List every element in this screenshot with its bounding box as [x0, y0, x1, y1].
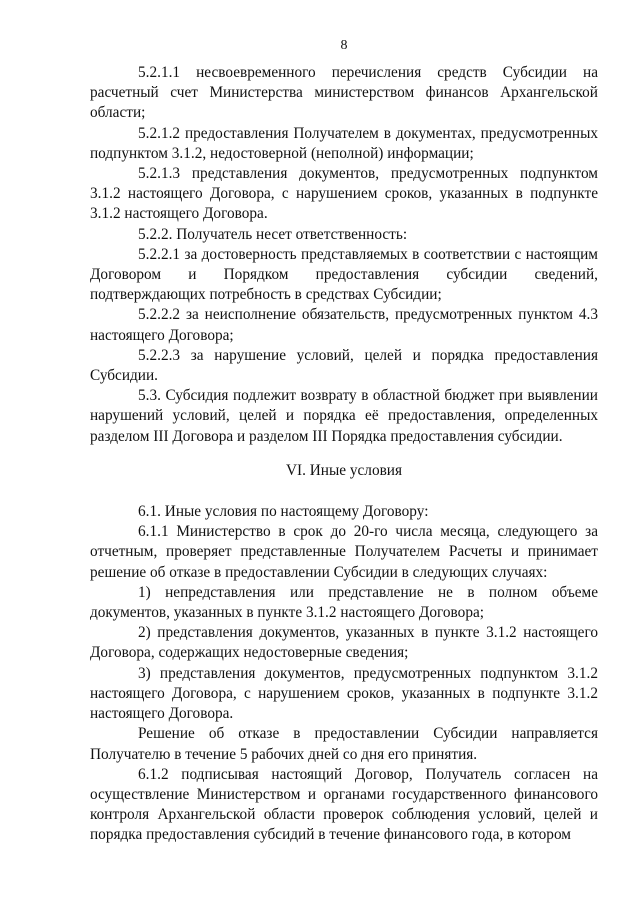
refusal-reason-1: 1) непредставления или представление не в полном объеме документов, указанных в пункте 3.1.2 настоящего Договора; [90, 583, 598, 622]
spacer [90, 447, 598, 461]
clause-5-3: 5.3. Субсидия подлежит возврату в областной бюджет при выявлении нарушений условий, целей и порядка её предоставления, определенных разделом III Договора и разделом III Порядка предоставления субсидии. [90, 387, 598, 445]
clause-5-2-2-3: 5.2.2.3 за нарушение условий, целей и порядка предоставления Субсидии. [90, 346, 598, 385]
refusal-notice: Решение об отказе в предоставлении Субсидии направляется Получателю в течение 5 рабочих дней со дня его принятия. [90, 725, 598, 763]
refusal-reason-2: 2) представления документов, указанных в пункте 3.1.2 настоящего Договора, содержащих недостоверные сведения; [90, 624, 598, 662]
section-5-content [90, 63, 598, 447]
clause-6-1-1: 6.1.1 Министерство в срок до 20-го числа месяца, следующего за отчетным, проверяет представленные Получателем Расчеты и принимает решение об отказе в предоставлении Субсидии в следующих случаях: [90, 523, 598, 581]
spacer [90, 481, 598, 502]
clause-5-2-2: 5.2.2. Получатель несет ответственность: [138, 225, 408, 243]
clause-5-2-2-2: 5.2.2.2 за неисполнение обязательств, предусмотренных пунктом 4.3 настоящего Договора; [90, 306, 598, 344]
section-6-content [90, 502, 598, 845]
clause-5-2-1-1: 5.2.1.1 несвоевременного перечисления средств Субсидии на расчетный счет Министерства министерством финансов Архангельской области; [90, 64, 598, 122]
page-number: 8 [340, 38, 348, 53]
document-body [90, 63, 598, 846]
refusal-reason-3: 3) представления документов, предусмотренных подпунктом 3.1.2 настоящего Договора, с нарушением сроков, указанных в подпункте 3.1.2 настоящего Договора. [90, 664, 598, 723]
clause-5-2-2-1: 5.2.2.1 за достоверность представляемых в соответствии с настоящим Договором и Порядком предоставления субсидии сведений, подтверждающих потребность в средствах Субсидии; [90, 245, 598, 304]
clause-5-2-1-2: 5.2.1.2 предоставления Получателем в документах, предусмотренных подпунктом 3.1.2, недостоверной (неполной) информации; [90, 124, 598, 162]
clause-5-2-1-3: 5.2.1.3 представления документов, предусмотренных подпунктом 3.1.2 настоящего Договора, с нарушением сроков, указанных в подпункте 3.1.2 настоящего Договора. [90, 165, 598, 223]
clause-6-1-2: 6.1.2 подписывая настоящий Договор, Получатель согласен на осуществление Министерством и органами государственного финансового контроля Архангельской области проверок соблюдения условий, целей и порядка предоставления субсидий в течение финансового года, в котором [90, 765, 598, 844]
clause-6-1: 6.1. Иные условия по настоящему Договору: [138, 503, 429, 521]
section-heading: VI. Иные условия [285, 461, 403, 479]
